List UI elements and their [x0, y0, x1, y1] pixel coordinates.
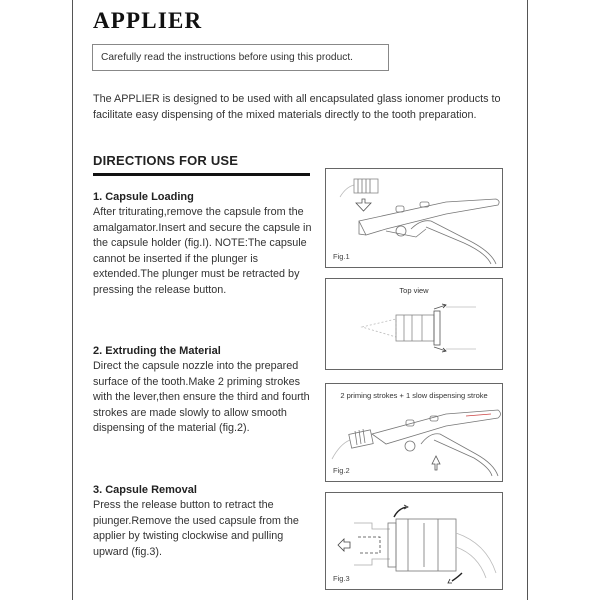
- step-body: Press the release button to retract the piunger.Remove the used capsule from the applier by twisting clockwise and pulling upward (fig.3).: [93, 499, 299, 558]
- figure-caption: Top view: [399, 286, 429, 295]
- document-title: APPLIER: [93, 8, 203, 33]
- step-heading: 2. Extruding the Material: [93, 345, 221, 357]
- figure-top-view: [325, 278, 503, 370]
- step-heading: 3. Capsule Removal: [93, 484, 197, 496]
- capsule-removal-icon: [326, 493, 504, 591]
- applier-capsule-insert-icon: [326, 169, 504, 269]
- step-body: After triturating,remove the capsule from the amalgamator.Insert and secure the capsule in the capsule holder (fig.I). NOTE:The capsule cannot be inserted if the plunger is extended.The plunger must be retracted by pressing the release button.: [93, 206, 312, 296]
- figure-label: Fig.2: [333, 466, 350, 475]
- figure-1: [325, 168, 503, 268]
- section-heading: DIRECTIONS FOR USE: [93, 153, 239, 168]
- figure-2: [325, 383, 503, 482]
- figure-label: Fig.1: [333, 252, 350, 261]
- step-capsule-loading: [93, 190, 318, 298]
- step-extruding-material: [93, 344, 318, 437]
- caution-notice-box: Carefully read the instructions before using this product.: [92, 44, 389, 71]
- step-body: Direct the capsule nozzle into the prepared surface of the tooth.Make 2 priming strokes with the lever,then ensure the third and fourth strokes are made slowly to allow smooth dispensing of the material (fig.2).: [93, 360, 310, 434]
- intro-paragraph: The APPLIER is designed to be used with all encapsulated glass ionomer products to facilitate easy dispensing of the mixed materials directly to the tooth preparation.: [93, 93, 501, 121]
- page-border-right: [527, 0, 528, 600]
- step-capsule-removal: [93, 483, 318, 560]
- section-rule: [93, 173, 310, 176]
- figure-caption: 2 priming strokes + 1 slow dispensing stroke: [340, 391, 488, 400]
- applier-dispensing-icon: [326, 384, 504, 483]
- figure-3: [325, 492, 503, 590]
- figure-label: Fig.3: [333, 574, 350, 583]
- page-border-left: [72, 0, 73, 600]
- capsule-holder-top-view-icon: [326, 279, 504, 371]
- step-heading: 1. Capsule Loading: [93, 191, 194, 203]
